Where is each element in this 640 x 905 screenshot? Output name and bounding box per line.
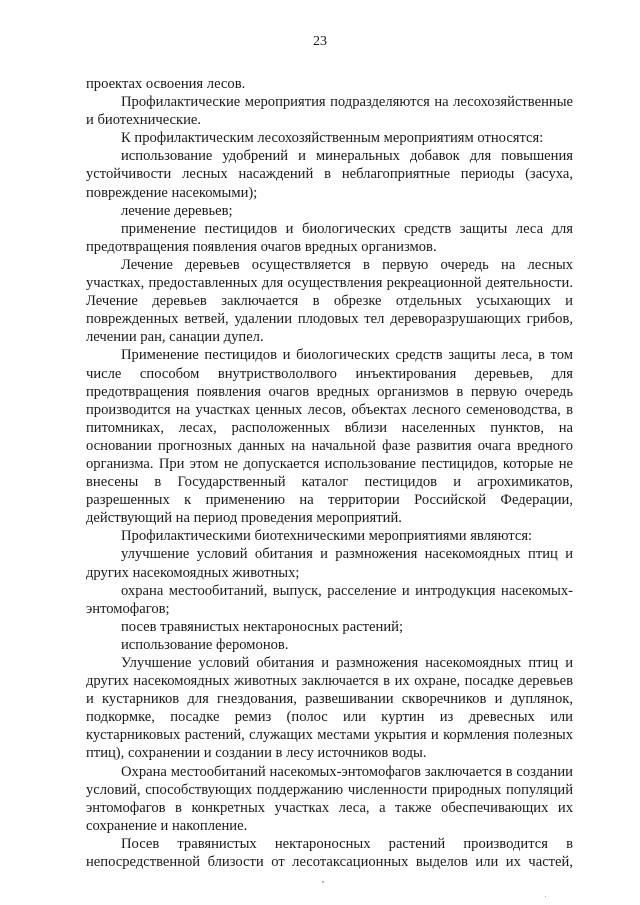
- list-item-birds: улучшение условий обитания и размножения насекомоядных птиц и других насекомоядных животных;: [86, 546, 573, 581]
- list-item-nectar-plants: посев травянистых нектароносных растений;: [121, 618, 404, 635]
- list-item-entomophages: охрана местообитаний, выпуск, расселение и интродукция насекомых-энтомофагов;: [86, 582, 573, 617]
- scan-speck: [545, 896, 546, 897]
- list-item-fertilizers: использование удобрений и минеральных добавок для повышения устойчивости лесных насаждений в неблагоприятные периоды (засуха, повреждение насекомыми);: [86, 148, 573, 201]
- page-number: 23: [313, 34, 327, 49]
- paragraph-measures-division: Профилактические мероприятия подразделяются на лесохозяйственные и биотехнические.: [86, 94, 573, 129]
- paragraph-continuation: проектах освоения лесов.: [86, 76, 246, 92]
- body-text: [86, 75, 573, 871]
- paragraph-tree-treatment: Лечение деревьев осуществляется в первую очередь на лесных участках, предоставленных для осуществления рекреационной деятельности. Лечение деревьев заключается в обрезке отдельных усыхающих и поврежденных ветвей, удалении плодовых тел дереворазрушающих грибов, лечении ран, санации дупел.: [86, 256, 573, 346]
- paragraph-nectar-sowing: Посев травянистых нектароносных растений производится в непосредственной близости от лесотаксационных выделов или их частей,: [86, 835, 573, 871]
- paragraph-pesticides-use: Применение пестицидов и биологических средств защиты леса, в том числе способом внутриствололвого инъектирования деревьев, для предотвращения появления очагов вредных организмов в первую очередь производится на участках ценных лесов, объектах лесного семеноводства, в питомниках, лесах, расположенных вблизи населенных пунктов, на основании прогнозных данных на начальной фазе развития очага вредного организма. При этом не допускается использование пестицидов, которые не внесены в Государственный каталог пестицидов и агрохимикатов, разрешенных к применению на территории Российской Федерации, действующий на период проведения мероприятий.: [86, 347, 573, 527]
- list-item-pheromones: использование феромонов.: [121, 636, 289, 653]
- paragraph-biotech-measures-intro: Профилактическими биотехническими мероприятиями являются:: [121, 528, 533, 545]
- paragraph-entomophages-protection: Охрана местообитаний насекомых-энтомофагов заключается в создании условий, способствующих поддержанию численности природных популяций энтомофагов в конкретных участках леса, а также обеспечивающих их сохранение и накопление.: [86, 763, 573, 834]
- scan-speck: [322, 881, 324, 883]
- paragraph-forestry-measures-intro: К профилактическим лесохозяйственным мероприятиям относятся:: [121, 130, 544, 147]
- paragraph-birds-habitat: Улучшение условий обитания и размножения насекомоядных птиц и других насекомоядных животных заключается в их охране, посадке деревьев и кустарников для гнездования, развешивании скворечников и дуплянок, подкормке, посадке ремиз (полос или куртин из древесных или кустарниковых растений, служащих местами укрытия и кормления полезных птиц), сохранении и создании в лесу источников воды.: [86, 655, 573, 762]
- list-item-pesticides: применение пестицидов и биологических средств защиты леса для предотвращения появления очагов вредных организмов.: [86, 220, 573, 255]
- list-item-tree-treatment: лечение деревьев;: [121, 202, 233, 219]
